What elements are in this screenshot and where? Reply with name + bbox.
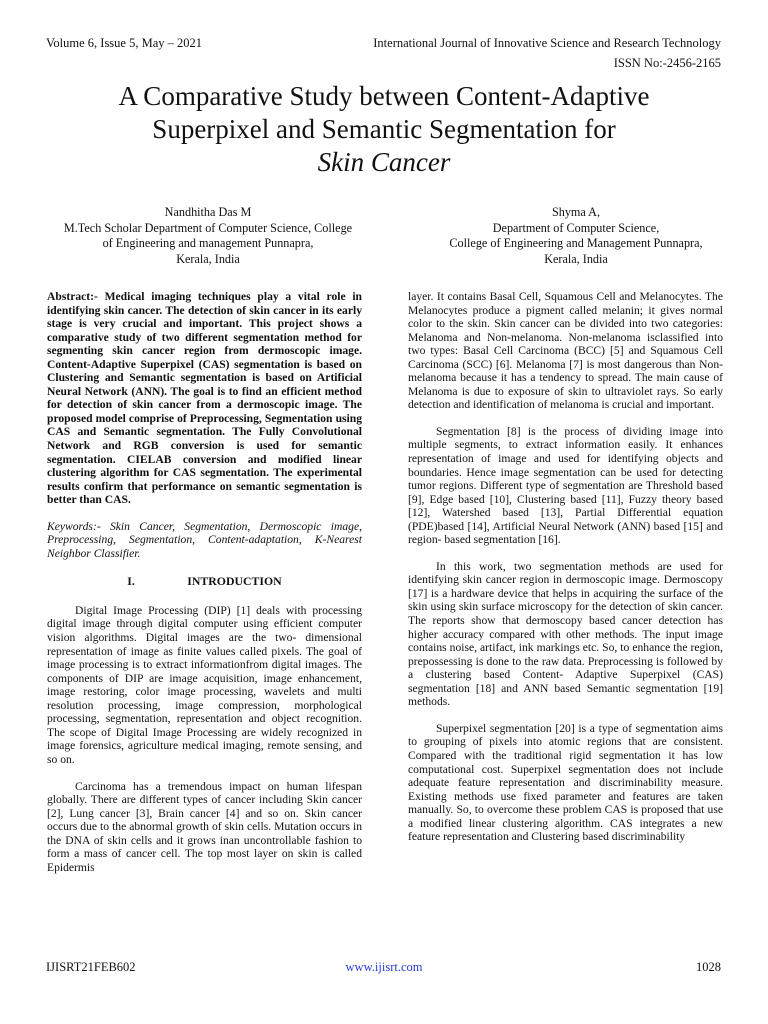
header-issn: ISSN No:-2456-2165 <box>613 56 721 70</box>
title-line-3: Skin Cancer <box>317 147 451 177</box>
author-name: Nandhitha Das M <box>164 205 252 219</box>
footer-paper-id: IJISRT21FEB602 <box>46 960 136 974</box>
header-volume: Volume 6, Issue 5, May – 2021 <box>46 36 203 50</box>
keywords-text: :- Skin Cancer, Segmentation, Dermoscopic image, Preprocessing, Segmentation, Content-adaptation, K-Nearest Neighbor Classifier. <box>47 519 362 560</box>
author-block-1 <box>40 205 376 267</box>
left-column <box>47 290 362 874</box>
author-name: Shyma A, <box>551 205 601 219</box>
author-affiliation: College of Engineering and Management Punnapra, <box>449 236 703 251</box>
paper-title <box>0 80 768 179</box>
author-location: Kerala, India <box>544 251 608 266</box>
abstract: Abstract:- Medical imaging techniques play a vital role in identifying skin cancer. The detection of skin cancer in its early stage is very crucial and important. This project shows a comparative study of two different segmentation method for segmenting skin cancer region from dermoscopic image. Content-Adaptive Superpixel (CAS) segmentation is based on Clustering and Semantic segmentation is based on Artificial Neural Network (ANN). The goal is to find an efficient method for detection of skin cancer from a dermoscopic image. The proposed model comprise of Preprocessing, Segmentation using CAS and Semantic segmentation. The Fully Convolutional Network and RGB conversion is used for semantic segmentation. CIELAB conversion and modified linear clustering algorithm for CAS segmentation. The experimental results confirm that performance on semantic segmentation is better than CAS. <box>47 290 362 507</box>
author-affiliation: M.Tech Scholar Department of Computer Science, College <box>63 220 353 235</box>
right-column <box>408 290 723 844</box>
author-location: Kerala, India <box>176 251 240 266</box>
section-number: I. <box>127 574 135 589</box>
header-journal: International Journal of Innovative Science and Research Technology <box>373 36 721 50</box>
paragraph: Segmentation [8] is the process of dividing image into multiple segments, to extract information easily. It enhances representation of image and used for identifying objects and boundaries. Hence image segmentation can be used for detecting tumor regions. Different type of segmentation are Threshold based [9], Edge based [10], Clustering based [11], Fuzzy theory based [12], Watershed based [13], Partial Differential equation (PDE)based [14], Artificial Neural Network (ANN) based [15] and region- based segmentation [16]. <box>408 424 723 547</box>
section-heading <box>47 575 362 589</box>
author-affiliation: of Engineering and management Punnapra, <box>102 236 314 251</box>
paragraph: Superpixel segmentation [20] is a type of segmentation aims to grouping of pixels into atomic regions that are consistent. Compared with the traditional rigid segmentation it has low computational cost. Superpixel segmentation does not include adequate feature representation and discriminability measure. Existing methods use fixed parameter and features are taken manually. So, to overcome these problem CAS is proposed that use a modified linear clustering algorithm. CAS integrates a new feature representation and Clustering based discriminability <box>408 721 723 844</box>
keywords-label: Keywords <box>47 519 93 533</box>
author-affiliation: Department of Computer Science, <box>492 220 660 235</box>
paragraph: In this work, two segmentation methods are used for identifying skin cancer region in dermoscopic image. Dermoscopy [17] is a hardware device that helps in acquiring the surface of the skin using skin surface microscopy for the detection of skin cancer. The reports show that dermoscopy based cancer detection has higher accuracy compared with other methods. The input image contains noise, artifact, ink markings etc. So, to enhance the region, prepossessing is done to the raw data. Preprocessing is followed by a clustering based Content- Adaptive Superpixel (CAS) segmentation [18] and ANN based Semantic segmentation [19] methods. <box>408 559 723 709</box>
paragraph: layer. It contains Basal Cell, Squamous Cell and Melanocytes. The Melanocytes produce a pigment called melanin; it gives normal color to the skin. Skin cancer can be divided into two categories: Melanoma and Non-melanoma. Non-melanoma isclassified into two types: Basal Cell Carcinoma (BCC) [5] and Squamous Cell Carcinoma (SCC) [6]. Melanoma [7] is most dangerous than Non-melanoma because it has a tendency to spread. The main cause of Melanoma is due to exposure of skin to ultraviolet rays. So early detection and identification of melanoma is crucial and important. <box>408 290 723 412</box>
footer-website-wrap <box>0 960 768 975</box>
author-block-2 <box>408 205 744 267</box>
paragraph: Carcinoma has a tremendous impact on human lifespan globally. There are different types of cancer including Skin cancer [2], Lung cancer [3], Brain cancer [4] and so on. Skin cancer occurs due to the abnormal growth of skin cells. Mutation occurs in the DNA of skin cells and it grows inan uncontrollable fashion to form a mass of cancer cell. The top most layer on skin is called Epidermis <box>47 779 362 874</box>
paragraph: Digital Image Processing (DIP) [1] deals with processing digital image through digital computer using efficient computer vision algorithms. Digital images are the two- dimensional representation of image as finite values called pixels. The goal of image processing is to extract informationfrom digital images. The components of DIP are image acquisition, image enhancement, image restoring, color image processing, wavelets and multi resolution processing, image compression, morphological processing, segmentation, representation and object recognition. The scope of Digital Image Processing are widely recognized in image forensics, agriculture medical imaging, remote sensing, and so on. <box>47 603 362 766</box>
keywords <box>47 520 362 561</box>
footer-page-number: 1028 <box>696 960 721 974</box>
section-title: INTRODUCTION <box>187 574 282 589</box>
title-line-1: A Comparative Study between Content-Adaptive <box>118 81 650 111</box>
title-line-2: Superpixel and Semantic Segmentation for <box>152 114 616 144</box>
footer-website-link[interactable]: www.ijisrt.com <box>345 960 423 974</box>
